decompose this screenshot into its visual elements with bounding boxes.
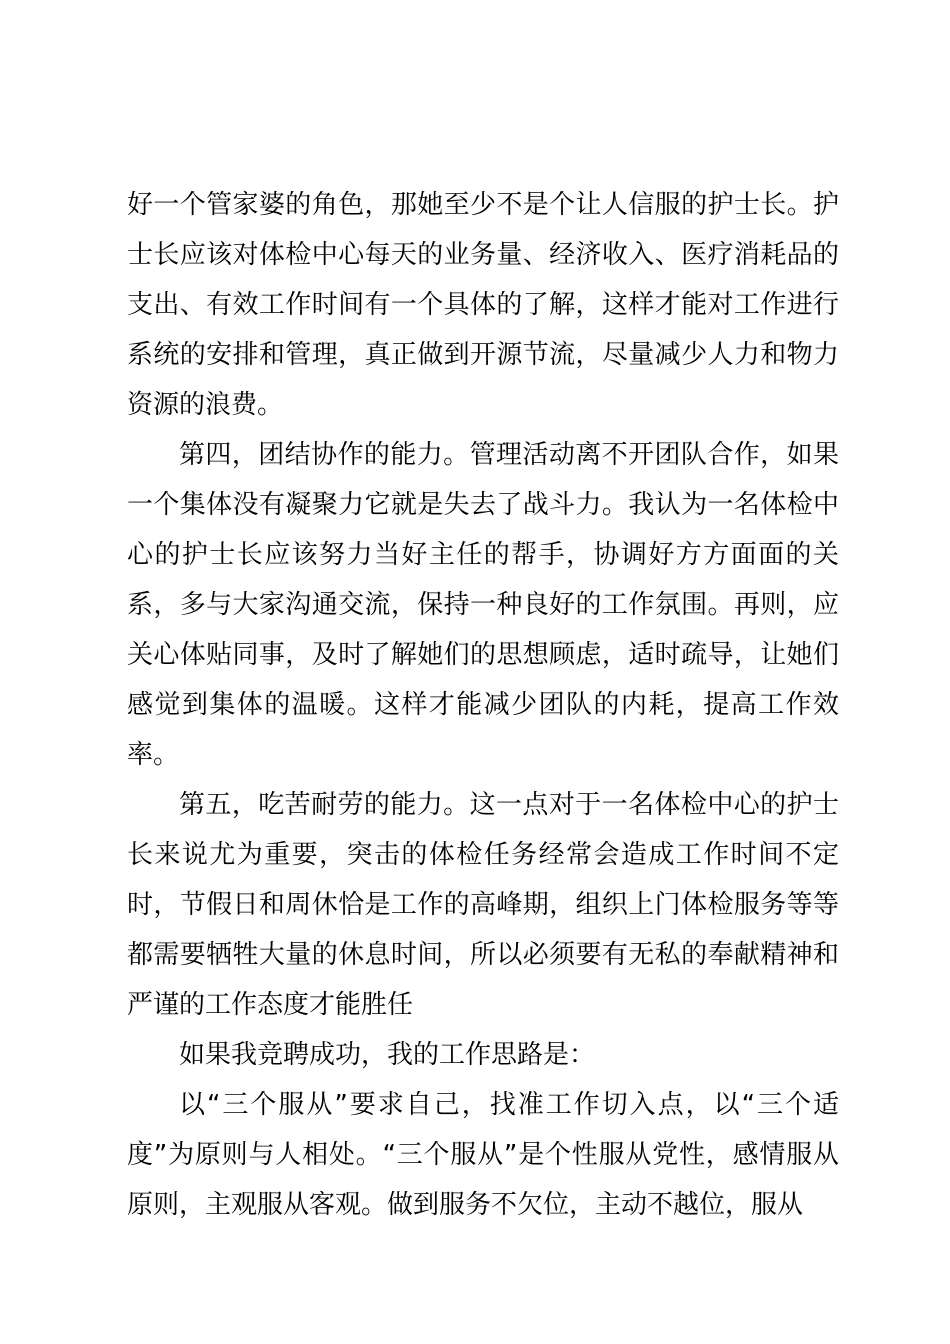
paragraph-4: 如果我竞聘成功，我的工作思路是： bbox=[179, 1040, 596, 1070]
paragraph-3: 第五，吃苦耐劳的能力。这一点对于一名体检中心的护士长来说尤为重要，突击的体检任务经常会造成工作时间不定时，节假日和周休恰是工作的高峰期，组织上门体检服务等等都需要牺牲大量的休息时间，所以必须要有无私的奉献精神和严谨的工作态度才能胜任 bbox=[127, 790, 839, 1020]
paragraph-1: 好一个管家婆的角色，那她至少不是个让人信服的护士长。护士长应该对体检中心每天的业务量、经济收入、医疗消耗品的支出、有效工作时间有一个具体的了解，这样才能对工作进行系统的安排和管理，真正做到开源节流，尽量减少人力和物力资源的浪费。 bbox=[127, 190, 839, 420]
paragraph-2: 第四，团结协作的能力。管理活动离不开团队合作，如果一个集体没有凝聚力它就是失去了战斗力。我认为一名体检中心的护士长应该努力当好主任的帮手，协调好方方面面的关系，多与大家沟通交流，保持一种良好的工作氛围。再则，应关心体贴同事，及时了解她们的思想顾虑，适时疏导，让她们感觉到集体的温暖。这样才能减少团队的内耗，提高工作效率。 bbox=[127, 440, 839, 770]
document-body bbox=[127, 180, 839, 1230]
paragraph-5: 以“三个服从”要求自己，找准工作切入点，以“三个适度”为原则与人相处。“三个服从”是个性服从党性，感情服从原则，主观服从客观。做到服务不欠位，主动不越位，服从 bbox=[127, 1090, 839, 1220]
